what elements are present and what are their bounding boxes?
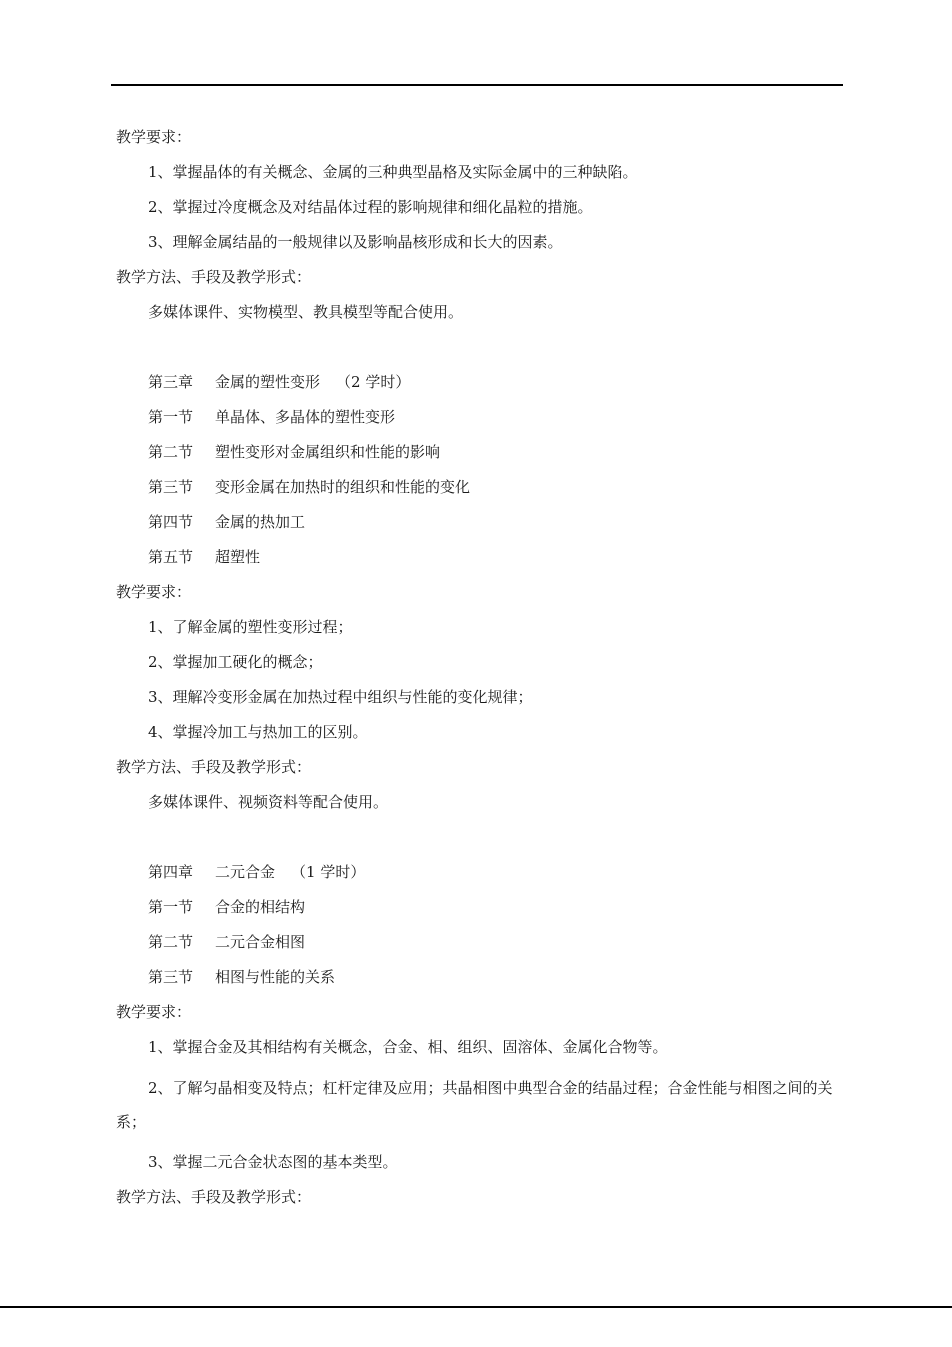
section-label: 第五节 <box>148 548 194 566</box>
methods-text: 多媒体课件、实物模型、教具模型等配合使用。 <box>148 303 464 321</box>
chapter-hours: （1 学时） <box>291 863 366 881</box>
section-heading <box>116 546 844 581</box>
methods-heading: 教学方法、手段及教学形式： <box>116 1188 312 1206</box>
chapter-heading <box>116 861 844 896</box>
requirements-heading: 教学要求： <box>116 583 192 601</box>
section-title: 相图与性能的关系 <box>215 968 336 986</box>
section-heading <box>116 966 844 1001</box>
requirement-item: 3、掌握二元合金状态图的基本类型。 <box>148 1153 398 1171</box>
section-title: 超塑性 <box>215 548 261 566</box>
section-label: 第三节 <box>148 968 194 986</box>
chapter-hours: （2 学时） <box>336 373 411 391</box>
requirement-item: 1、掌握晶体的有关概念、金属的三种典型晶格及实际金属中的三种缺陷。 <box>148 163 638 181</box>
methods-heading: 教学方法、手段及教学形式： <box>116 758 312 776</box>
section-title: 塑性变形对金属组织和性能的影响 <box>215 443 441 461</box>
requirement-item: 3、理解金属结晶的一般规律以及影响晶核形成和长大的因素。 <box>148 233 563 251</box>
header-rule <box>111 84 843 86</box>
section-label: 第一节 <box>148 898 194 916</box>
section-title: 二元合金相图 <box>215 933 306 951</box>
section-title: 单晶体、多晶体的塑性变形 <box>215 408 396 426</box>
section-label: 第二节 <box>148 443 194 461</box>
chapter-label: 第四章 <box>148 863 194 881</box>
methods-text: 多媒体课件、视频资料等配合使用。 <box>148 793 389 811</box>
section-heading <box>116 441 844 476</box>
footer-rule <box>0 1306 952 1308</box>
chapter-title: 金属的塑性变形 <box>215 373 321 391</box>
chapter-label: 第三章 <box>148 373 194 391</box>
section-label: 第三节 <box>148 478 194 496</box>
document-body <box>116 126 844 1221</box>
methods-heading: 教学方法、手段及教学形式： <box>116 268 312 286</box>
section-title: 金属的热加工 <box>215 513 306 531</box>
requirement-item: 4、掌握冷加工与热加工的区别。 <box>148 723 368 741</box>
section-label: 第二节 <box>148 933 194 951</box>
section-heading <box>116 896 844 931</box>
section-heading <box>116 511 844 546</box>
section-heading <box>116 476 844 511</box>
section-title: 合金的相结构 <box>215 898 306 916</box>
requirement-item: 3、理解冷变形金属在加热过程中组织与性能的变化规律； <box>148 688 533 706</box>
requirement-item: 2、掌握过冷度概念及对结晶体过程的影响规律和细化晶粒的措施。 <box>148 198 593 216</box>
section-heading <box>116 406 844 441</box>
chapter-heading <box>116 371 844 406</box>
requirement-item: 1、了解金属的塑性变形过程； <box>148 618 353 636</box>
requirement-item: 1、掌握合金及其相结构有关概念，合金、相、组织、固溶体、金属化合物等。 <box>148 1038 668 1056</box>
requirement-item: 2、掌握加工硬化的概念； <box>148 653 323 671</box>
requirement-item: 2、了解匀晶相变及特点；杠杆定律及应用；共晶相图中典型合金的结晶过程；合金性能与相图之间的关系； <box>116 1079 833 1131</box>
section-heading <box>116 931 844 966</box>
requirements-heading: 教学要求： <box>116 1003 192 1021</box>
chapter-title: 二元合金 <box>215 863 276 881</box>
section-title: 变形金属在加热时的组织和性能的变化 <box>215 478 471 496</box>
section-label: 第一节 <box>148 408 194 426</box>
requirements-heading: 教学要求： <box>116 128 192 146</box>
section-label: 第四节 <box>148 513 194 531</box>
